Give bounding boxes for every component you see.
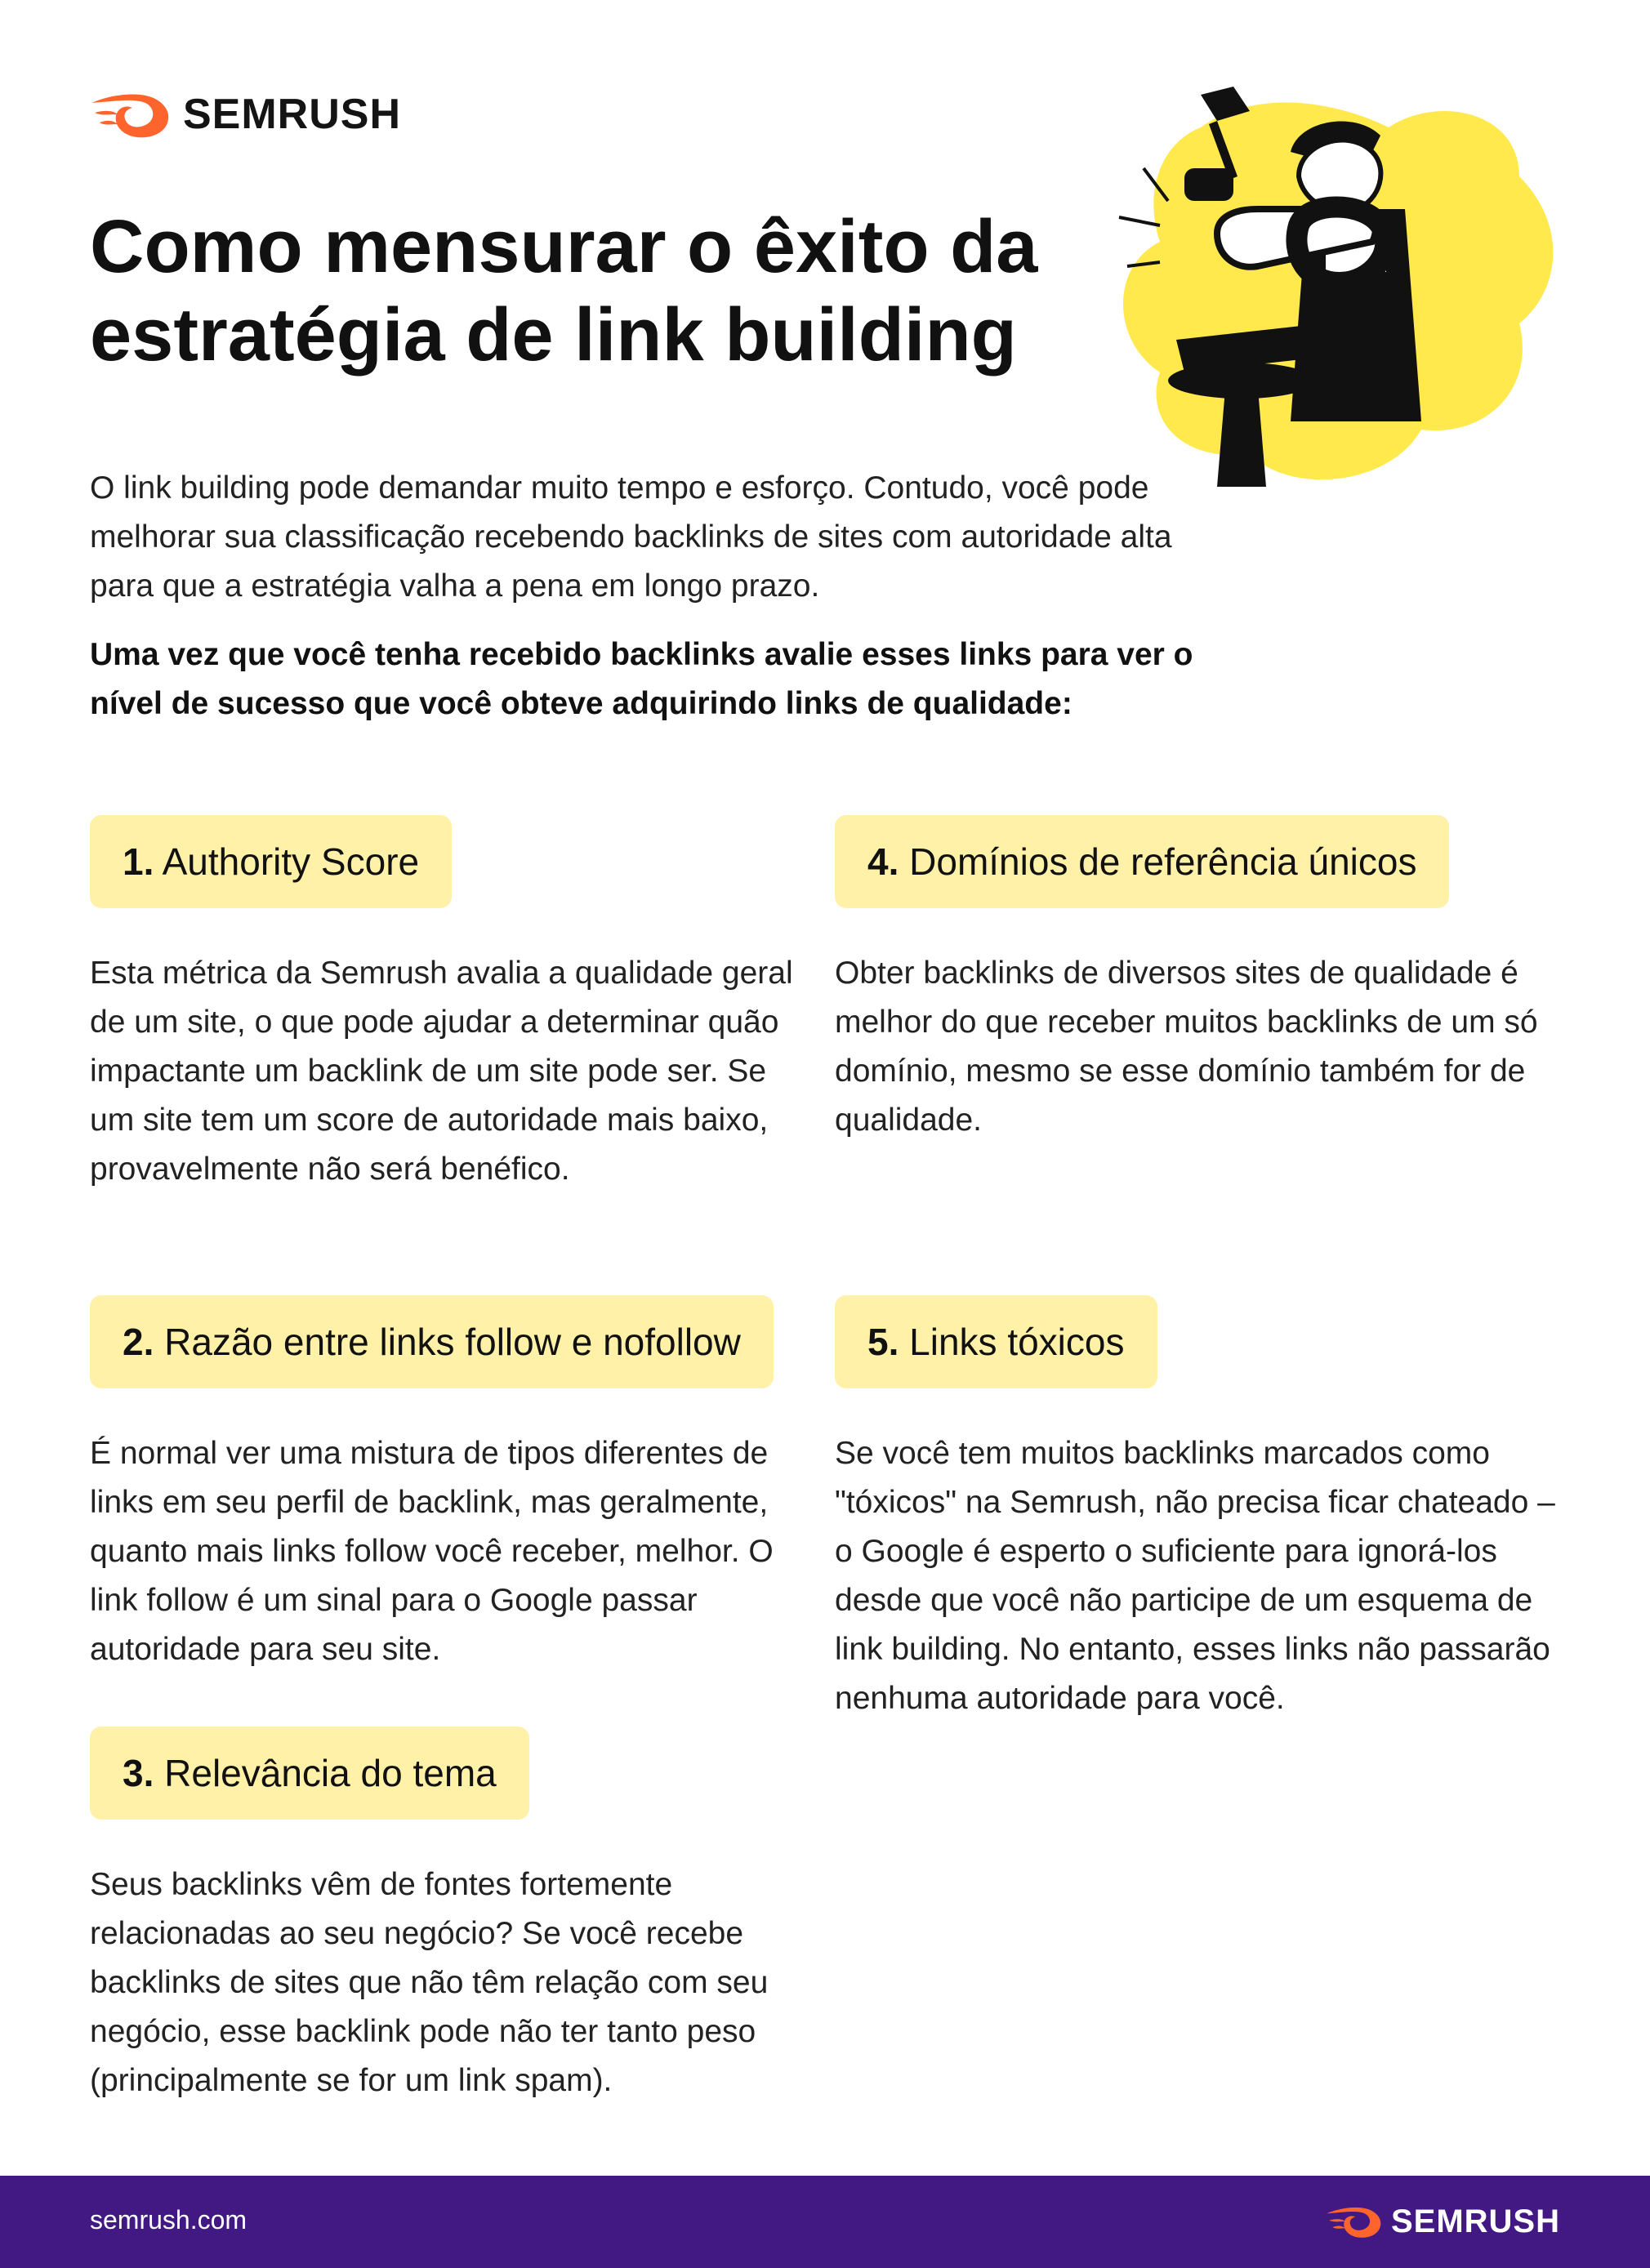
- section-text: É normal ver uma mistura de tipos diferentes de links em seu perfil de backlink, mas geralmente, quanto mais links follow você receber, melhor. O link follow é um sinal para o Google passar autoridade para seu site.: [90, 1436, 774, 1667]
- section-heading-pill: [90, 815, 452, 908]
- section-title: Domínios de referência únicos: [909, 840, 1417, 883]
- page-title: Como mensurar o êxito da estratégia de link building: [90, 205, 1038, 377]
- section-heading-pill: [90, 1295, 774, 1388]
- section-title: Razão entre links follow e nofollow: [164, 1321, 741, 1363]
- semrush-wordmark: SEMRUSH: [1390, 2203, 1560, 2239]
- section-unique-referring-domains: [835, 815, 1562, 1145]
- section-heading-pill: [835, 1295, 1157, 1388]
- section-heading-pill: [835, 815, 1449, 908]
- intro-paragraph: O link building pode demandar muito tempo e esforço. Contudo, você pode melhorar sua classificação recebendo backlinks de sites com autoridade alta para que a estratégia valha a pena em longo prazo.: [90, 470, 1172, 604]
- section-number: 1.: [123, 840, 154, 883]
- section-text: Se você tem muitos backlinks marcados como "tóxicos" na Semrush, não precisa ficar chateado – o Google é esperto o suficiente para ignorá-los desde que você não participe de um esquema de link building. No entanto, esses links não passarão nenhuma autoridade para você.: [835, 1436, 1555, 1716]
- semrush-flame-icon: [1326, 2203, 1383, 2240]
- semrush-wordmark: SEMRUSH: [183, 91, 402, 138]
- blacksmith-hammering-chain-link-illustration: [1095, 78, 1568, 503]
- section-follow-nofollow-ratio: [90, 1295, 817, 1674]
- section-topic-relevance: [90, 1727, 817, 2105]
- section-number: 4.: [867, 840, 899, 883]
- footer-url-link[interactable]: semrush.com: [90, 2205, 247, 2235]
- section-title: Links tóxicos: [909, 1321, 1125, 1363]
- section-title: Authority Score: [162, 840, 420, 883]
- section-text: Obter backlinks de diversos sites de qualidade é melhor do que receber muitos backlinks de um só domínio, mesmo se esse domínio também for de qualidade.: [835, 956, 1538, 1138]
- footer-semrush-logo[interactable]: [1326, 2197, 1560, 2246]
- section-number: 5.: [867, 1321, 899, 1363]
- semrush-flame-icon: [90, 88, 172, 140]
- section-title: Relevância do tema: [164, 1752, 497, 1794]
- section-number: 2.: [123, 1321, 154, 1363]
- section-heading-pill: [90, 1727, 529, 1820]
- section-toxic-links: [835, 1295, 1562, 1723]
- intro-bold-paragraph: Uma vez que você tenha recebido backlinks avalie esses links para ver o nível de sucesso que você obteve adquirindo links de qualidade:: [90, 637, 1193, 721]
- section-number: 3.: [123, 1752, 154, 1794]
- section-text: Seus backlinks vêm de fontes fortemente relacionadas ao seu negócio? Se você recebe backlinks de sites que não têm relação com seu negócio, esse backlink pode não ter tanto peso (principalmente se for um link spam).: [90, 1867, 769, 2098]
- section-text: Esta métrica da Semrush avalia a qualidade geral de um site, o que pode ajudar a determinar quão impactante um backlink de um site pode ser. Se um site tem um score de autoridade mais baixo, provavelmente não será benéfico.: [90, 956, 793, 1187]
- semrush-logo[interactable]: [90, 82, 401, 147]
- section-authority-score: [90, 815, 817, 1194]
